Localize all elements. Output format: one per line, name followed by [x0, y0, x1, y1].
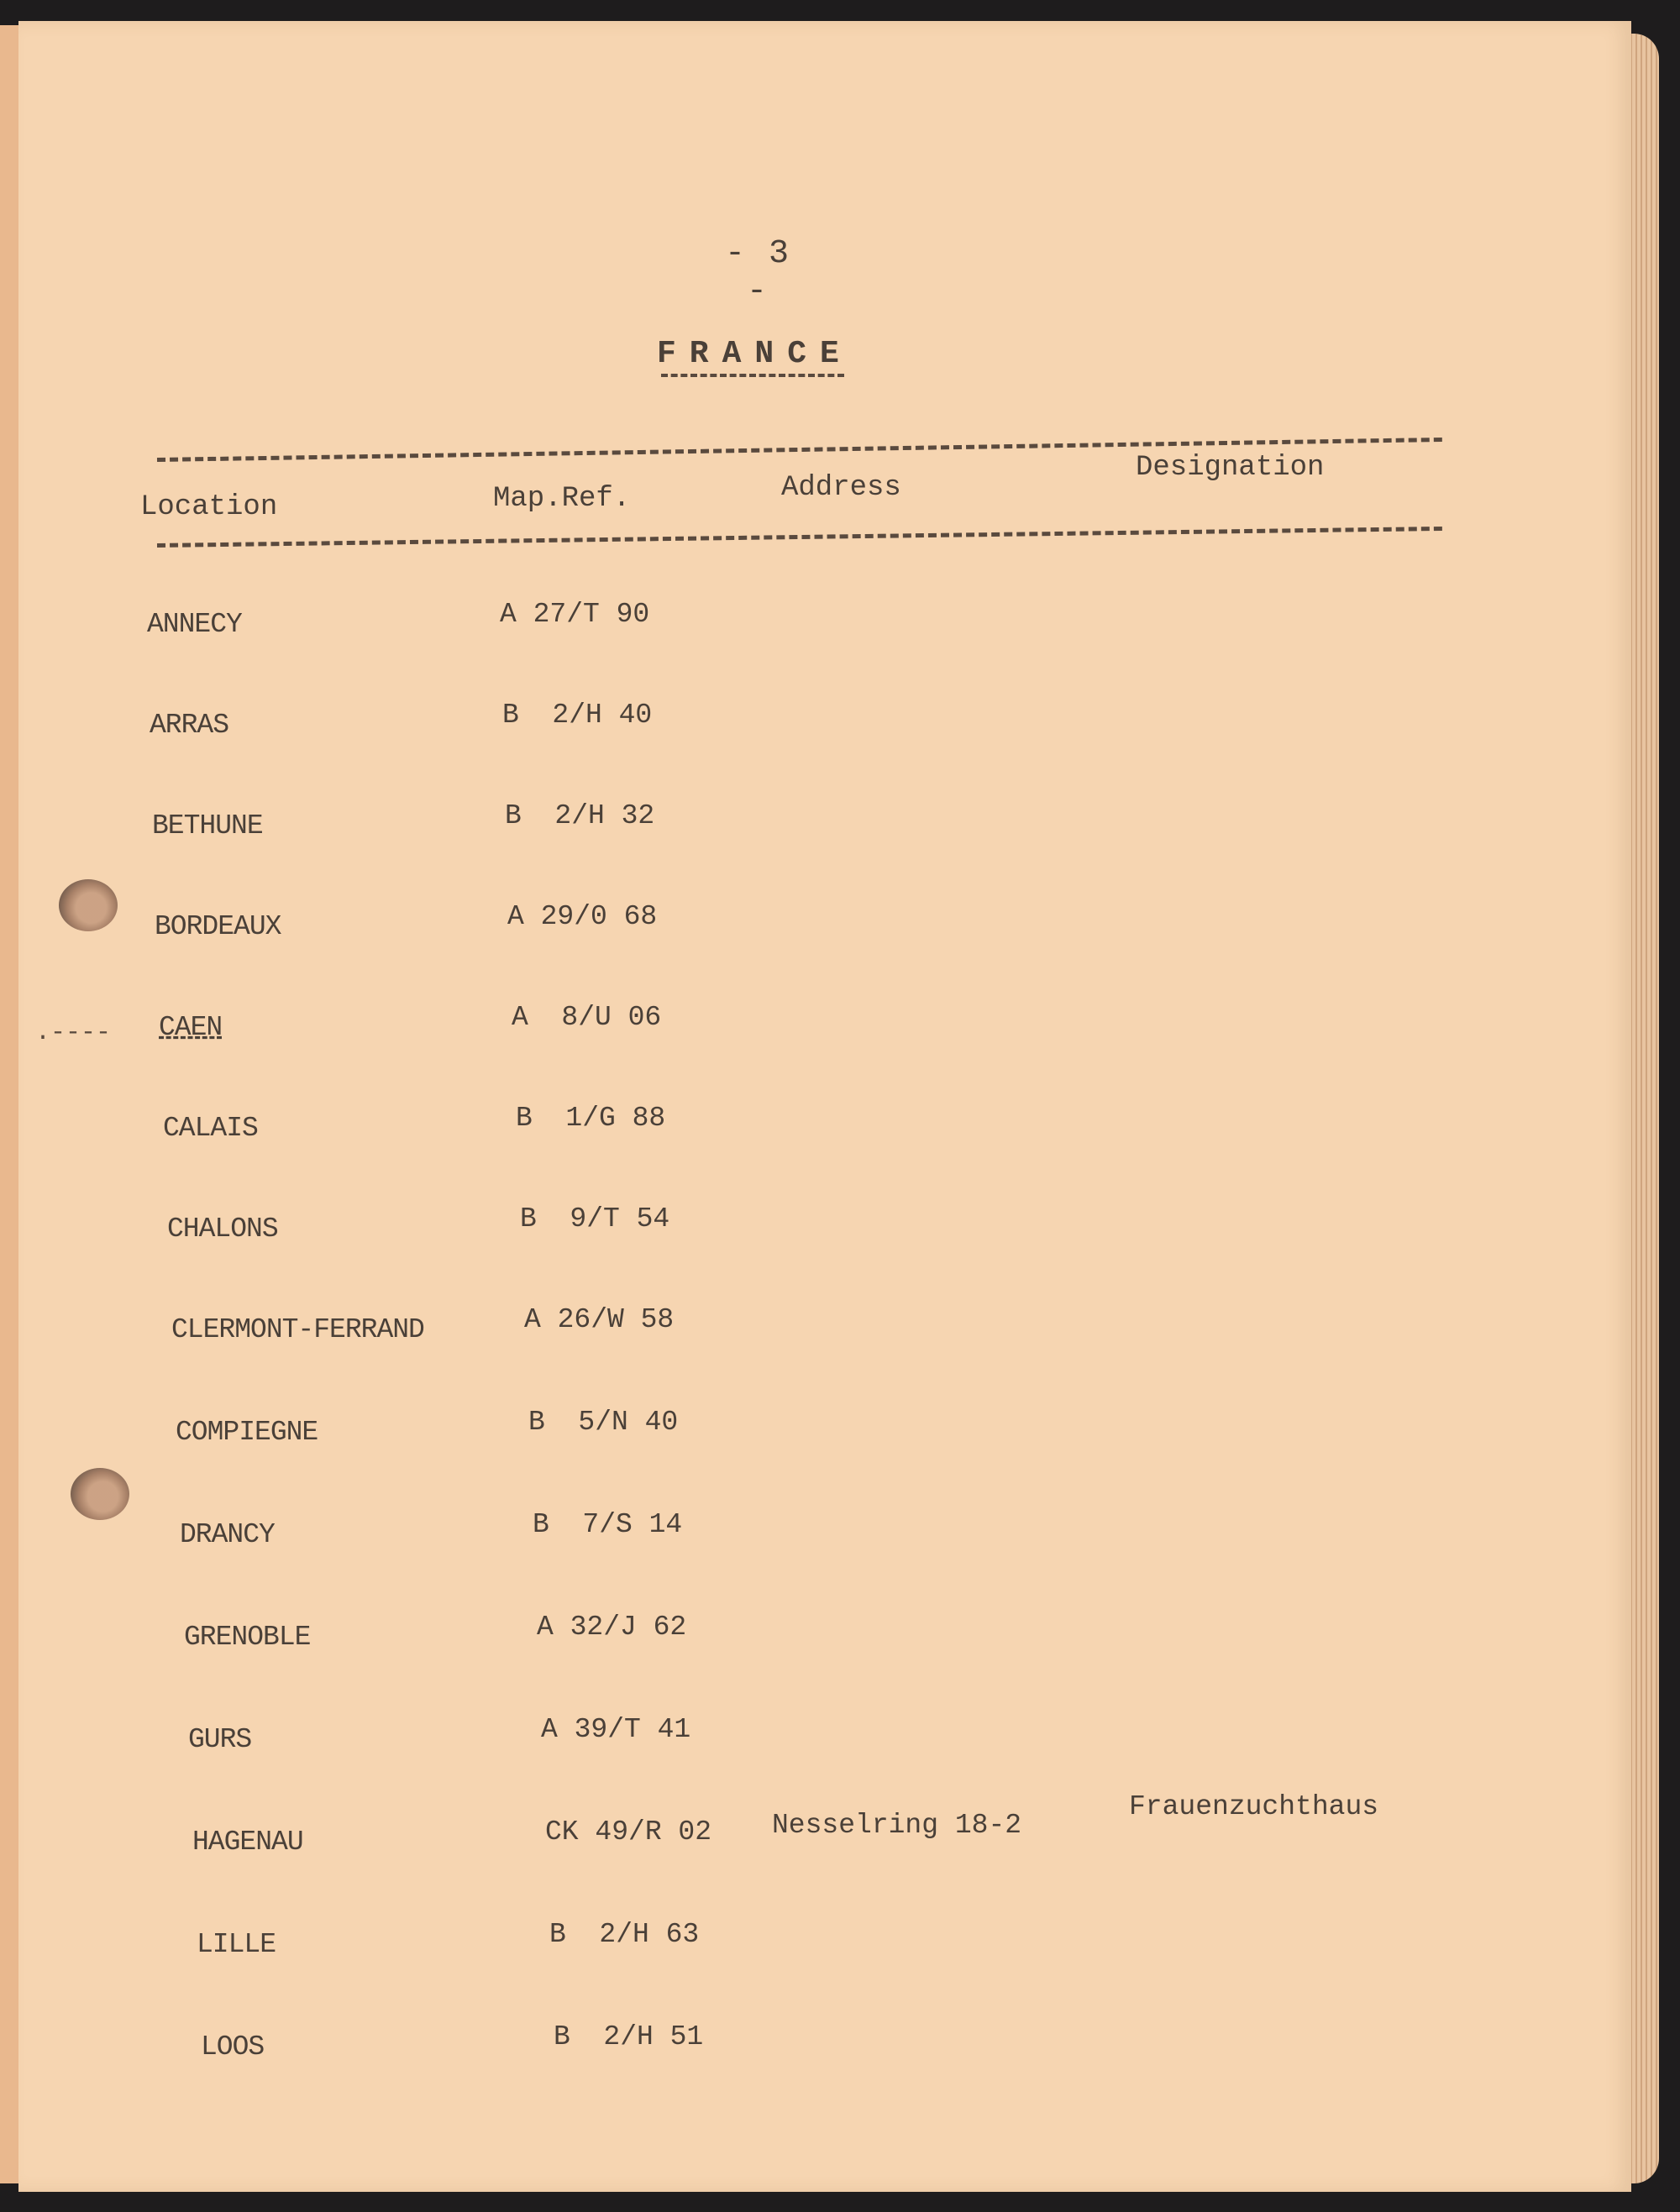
map-ref-cell: A 27/T 90: [500, 599, 650, 630]
location-cell: ARRAS: [150, 710, 229, 741]
location-cell: LOOS: [201, 2031, 265, 2063]
location-cell: BETHUNE: [152, 810, 263, 841]
location-cell: ANNECY: [147, 609, 242, 640]
document-page: [18, 21, 1631, 2192]
location-cell: BORDEAUX: [155, 911, 281, 942]
location-cell: CLERMONT-FERRAND: [171, 1314, 424, 1345]
column-header-designation: Designation: [1136, 452, 1325, 484]
map-ref-cell: B 1/G 88: [516, 1103, 666, 1134]
column-header-location: Location: [140, 491, 278, 523]
map-ref-cell: A 26/W 58: [524, 1304, 675, 1335]
map-ref-cell: B 7/S 14: [533, 1509, 683, 1540]
column-header-map-ref: Map.Ref.: [493, 483, 631, 515]
map-ref-cell: B 2/H 40: [502, 700, 653, 731]
map-ref-cell: A 32/J 62: [537, 1612, 687, 1643]
designation-cell: Frauenzuchthaus: [1129, 1791, 1379, 1822]
location-cell: HAGENAU: [192, 1827, 303, 1858]
location-cell: CHALONS: [167, 1213, 278, 1245]
title-underline: [661, 374, 844, 377]
location-cell: GRENOBLE: [184, 1622, 311, 1653]
map-ref-cell: CK 49/R 02: [545, 1816, 712, 1848]
location-cell: LILLE: [197, 1929, 276, 1960]
map-ref-cell: A 39/T 41: [541, 1714, 691, 1745]
location-cell: GURS: [188, 1724, 252, 1755]
page-title: FRANCE: [657, 336, 853, 372]
punch-hole-icon: [71, 1468, 129, 1520]
header-rule-bottom: [157, 527, 1442, 548]
map-ref-cell: B 5/N 40: [528, 1407, 679, 1438]
location-cell: COMPIEGNE: [176, 1417, 318, 1448]
column-header-address: Address: [781, 472, 901, 504]
location-cell: CAEN: [159, 1012, 223, 1043]
punch-hole-icon: [59, 879, 118, 931]
pencil-mark: .----: [35, 1019, 112, 1047]
map-ref-cell: B 2/H 32: [505, 800, 655, 831]
map-ref-cell: B 9/T 54: [520, 1203, 670, 1234]
map-ref-cell: A 8/U 06: [512, 1002, 662, 1033]
map-ref-cell: B 2/H 63: [549, 1919, 700, 1950]
map-ref-cell: A 29/0 68: [507, 901, 658, 932]
location-cell: CALAIS: [163, 1113, 258, 1144]
location-cell: DRANCY: [180, 1519, 275, 1550]
map-ref-cell: B 2/H 51: [554, 2021, 704, 2052]
address-cell: Nesselring 18-2: [772, 1810, 1022, 1841]
page-number: - 3 -: [724, 235, 790, 311]
